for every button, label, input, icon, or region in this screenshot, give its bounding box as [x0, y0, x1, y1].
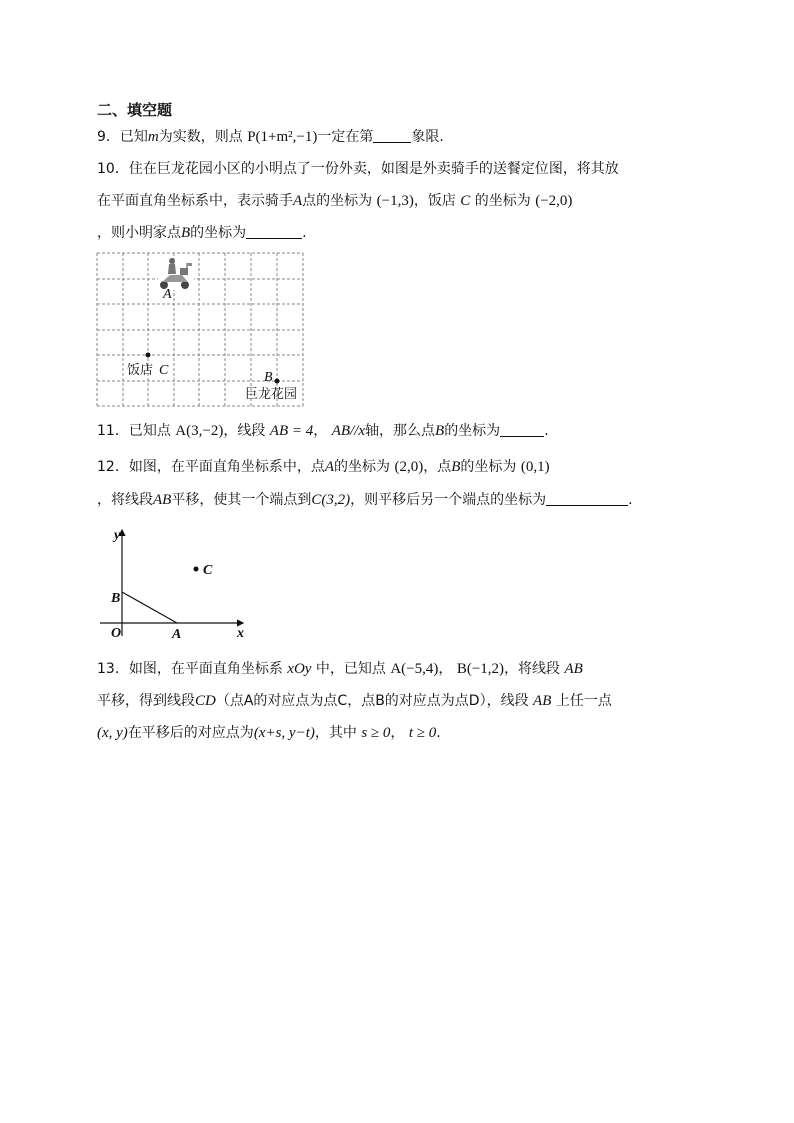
q11-suffix: . — [544, 423, 549, 439]
q13-condition-s: s ≥ 0 — [361, 725, 391, 741]
coordinate-plane-figure — [100, 524, 250, 642]
q10-line-2-text-c: ，饭店 — [413, 193, 456, 209]
q9-prefix: 9．已知 — [97, 129, 148, 145]
q9-text-b: 一定在第 — [317, 129, 374, 145]
q13-translated-point: (x+s, y−t) — [253, 725, 315, 741]
q13-line-2 — [97, 691, 612, 711]
scooter-rider-icon — [158, 258, 194, 290]
q10-line-3 — [97, 223, 307, 243]
q13-coord-b: B(−1,2) — [456, 661, 505, 677]
q13-line-1-text-b: 中，已知点 — [315, 661, 386, 677]
q9-text-a: 为实数，则点 — [158, 129, 243, 145]
q10-line-1: 10．住在巨龙花园小区的小明点了一份外卖，如图是外卖骑手的送餐定位图，将其放 — [97, 161, 619, 177]
q13-line-3-text-e: ， — [390, 725, 405, 741]
q13-line-3-end: . — [436, 725, 441, 741]
q12-line-1-text-d: 的坐标为 — [460, 459, 517, 475]
q13-line-2-text-a: 平移，得到线段 — [97, 693, 195, 709]
q12-answer-blank[interactable] — [546, 491, 628, 506]
fig2-label-y: y — [114, 528, 121, 543]
q12-point-c: C(3,2) — [311, 492, 351, 508]
segment-ab — [122, 592, 177, 623]
q12-point-b: B — [451, 459, 461, 475]
q12-line-1-text-c: ，点 — [423, 459, 452, 475]
fig2-label-o: O — [111, 626, 122, 641]
q9-point-p: P(1+m²,−1) — [247, 129, 318, 145]
q13-line-1-text-c: ， — [438, 661, 453, 677]
q12-line-2 — [97, 490, 633, 510]
q12-segment-ab: AB — [153, 492, 172, 508]
fig1-point-b — [275, 379, 280, 384]
q13-segment-cd: CD — [195, 693, 216, 709]
q10-answer-blank[interactable] — [246, 224, 302, 239]
q11-parallel: AB//x — [331, 423, 366, 439]
fig2-label-x: x — [237, 626, 244, 641]
q10-line-2-text-b: 点的坐标为 — [302, 193, 373, 209]
fig2-label-c: C — [203, 563, 213, 578]
q11-text-b: ， — [313, 423, 328, 439]
fig1-label-b: B — [264, 370, 273, 385]
q13-coord-a: A(−5,4) — [390, 661, 439, 677]
fig2-label-a: A — [172, 627, 182, 642]
fig1-garden-label: 巨龙花园 — [245, 387, 298, 402]
fig1-restaurant-label: 饭店 — [127, 363, 154, 378]
q11-answer-blank[interactable] — [500, 422, 544, 437]
q13-point-xy: (x, y) — [97, 725, 128, 741]
fig2-point-c — [194, 567, 199, 572]
q11-text-d: 的坐标为 — [444, 423, 501, 439]
q13-line-2-text-c: 上任一点 — [555, 693, 612, 709]
q10-point-a: A — [293, 193, 303, 209]
q13-line-1 — [97, 659, 583, 679]
q13-line-1-text-d: ，将线段 — [504, 661, 561, 677]
question-11 — [97, 421, 549, 441]
q10-coord-c: (−2,0) — [535, 193, 573, 209]
q13-line-2-text-b: （点A的对应点为点C，点B的对应点为点D），线段 — [215, 693, 529, 709]
q11-prefix: 11．已知点 — [97, 423, 171, 439]
q13-line-3-text-b: 在平移后的对应点为 — [127, 725, 254, 741]
fig2-label-b: B — [111, 591, 121, 606]
q13-xoy: xOy — [287, 661, 312, 677]
q11-text-a: ，线段 — [223, 423, 266, 439]
q13-line-3-text-d: ，其中 — [314, 725, 357, 741]
q10-line-2 — [97, 191, 572, 211]
q9-suffix: 象限. — [411, 129, 444, 145]
q11-text-c: 轴，那么点 — [365, 423, 436, 439]
q13-segment-ab-2: AB — [533, 693, 552, 709]
q10-line-2-text-d: 的坐标为 — [474, 193, 531, 209]
q13-line-1-text-a: 13．如图，在平面直角坐标系 — [97, 661, 283, 677]
q11-length: AB = 4 — [269, 423, 314, 439]
q10-coord-a: (−1,3) — [376, 193, 414, 209]
q12-line-1-text-b: 的坐标为 — [334, 459, 390, 475]
q12-line-2-text-c: ，则平移后另一个端点的坐标为 — [350, 492, 547, 508]
q12-line-2-text-a: ，将线段 — [97, 492, 153, 508]
q12-line-2-text-b: 平移，使其一个端点到 — [171, 492, 312, 508]
question-9 — [97, 127, 444, 147]
q12-line-2-end: . — [628, 492, 633, 508]
q12-point-a: A — [324, 459, 334, 475]
q9-answer-blank[interactable] — [373, 128, 411, 143]
delivery-grid-figure — [96, 252, 306, 408]
q12-line-1 — [97, 457, 550, 477]
q10-line-3-text-a: ，则小明家点 — [97, 225, 181, 241]
q11-point-a: A(3,−2) — [175, 423, 224, 439]
q10-line-3-end: . — [302, 225, 307, 241]
q12-coord-b: (0,1) — [520, 459, 550, 475]
q13-segment-ab: AB — [564, 661, 583, 677]
fig1-label-a: A — [163, 287, 172, 302]
q13-line-3 — [97, 723, 441, 743]
q10-line-3-text-b: 的坐标为 — [190, 225, 247, 241]
section-title: 二、填空题 — [97, 101, 173, 119]
q10-point-c: C — [460, 193, 471, 209]
q9-var-m: m — [147, 129, 159, 145]
q11-point-b: B — [435, 423, 445, 439]
fig1-label-c: C — [159, 363, 169, 378]
q10-point-b: B — [181, 225, 191, 241]
q12-coord-a: (2,0) — [394, 459, 424, 475]
q10-line-2-text-a: 在平面直角坐标系中，表示骑手 — [97, 193, 293, 209]
fig1-point-c — [146, 353, 151, 358]
q12-line-1-text-a: 12．如图，在平面直角坐标系中，点 — [97, 459, 325, 475]
q13-condition-t: t ≥ 0 — [408, 725, 437, 741]
